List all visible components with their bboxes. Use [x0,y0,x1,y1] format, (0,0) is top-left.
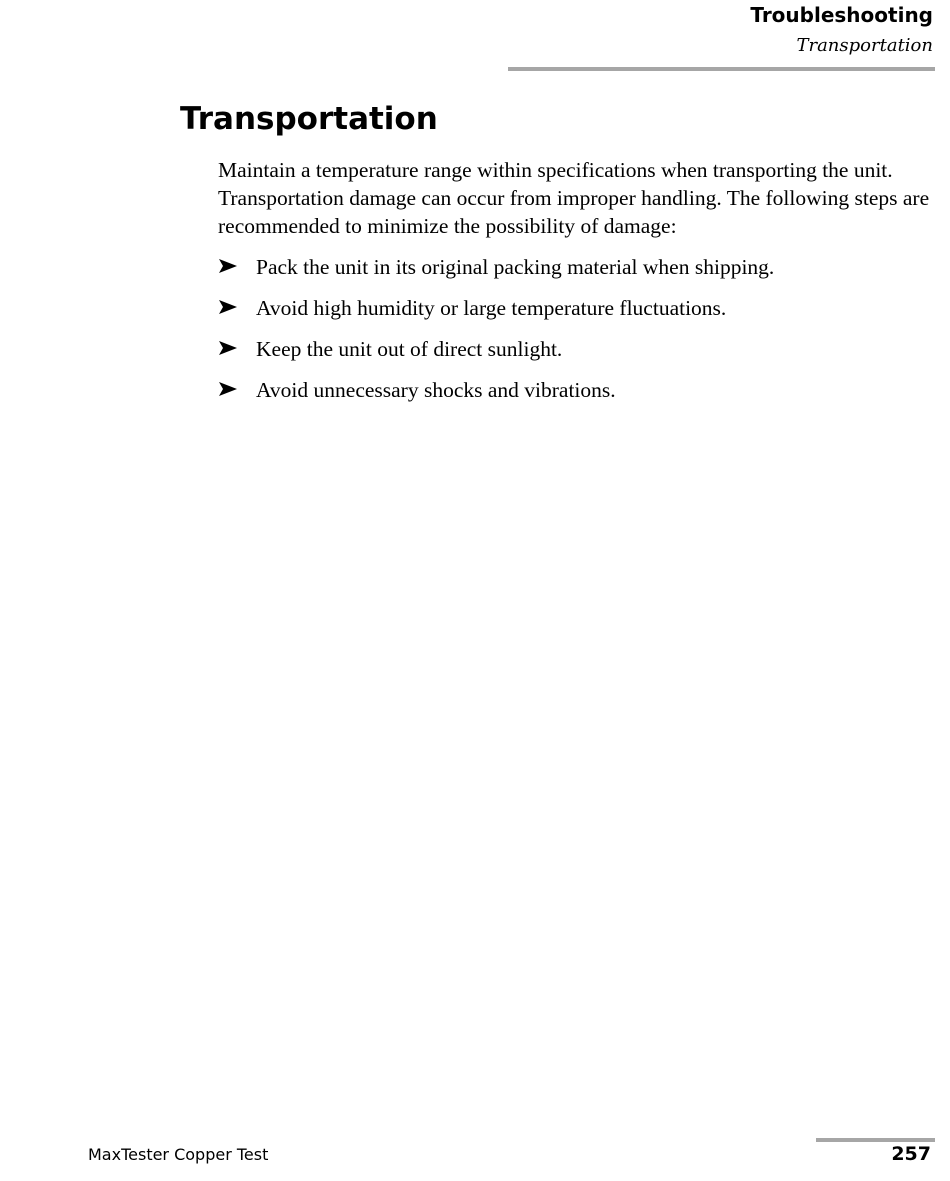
list-item-text: Keep the unit out of direct sunlight. [256,337,563,361]
section-title: Transportation [180,101,438,137]
list-item-text: Pack the unit in its original packing material when shipping. [256,255,775,279]
header-divider [508,67,935,71]
list-item [218,253,938,294]
arrowhead-bullet-icon [218,338,238,358]
list-item [218,376,938,417]
page-number: 257 [891,1143,931,1165]
intro-paragraph: Maintain a temperature range within specifications when transporting the unit. Transportation damage can occur from improper handling. The following steps are recommended to minimize the possibility of damage: [218,158,930,238]
header-chapter-title: Troubleshooting [750,3,933,27]
arrowhead-bullet-icon [218,297,238,317]
footer-document-title: MaxTester Copper Test [88,1145,269,1164]
arrowhead-bullet-icon [218,379,238,399]
bullet-list [218,253,938,417]
list-item [218,335,938,376]
arrowhead-bullet-icon [218,256,238,276]
header-section-title: Transportation [796,35,933,56]
list-item [218,294,938,335]
list-item-text: Avoid unnecessary shocks and vibrations. [256,378,616,402]
list-item-text: Avoid high humidity or large temperature fluctuations. [256,296,727,320]
